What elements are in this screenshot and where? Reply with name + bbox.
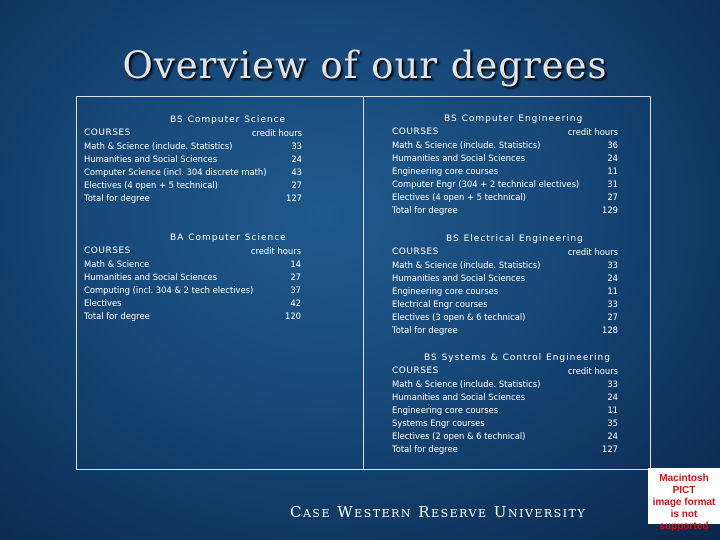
course-name: Computer Science (incl. 304 discrete math) — [84, 167, 267, 177]
course-name: Total for degree — [392, 205, 458, 215]
course-name: Electrical Engr courses — [392, 299, 488, 309]
course-name: Humanities and Social Sciences — [392, 153, 526, 163]
course-name: Electives (4 open + 5 technical) — [392, 192, 526, 202]
course-row — [392, 165, 618, 178]
course-name: Electives — [84, 298, 122, 308]
course-name: Math & Science — [84, 259, 150, 269]
course-rows — [392, 378, 618, 456]
course-name: Electives (4 open + 5 technical) — [84, 180, 218, 190]
courses-header: COURSES — [392, 127, 439, 137]
credit-hours: 129 — [602, 205, 618, 215]
degree-block-bs-ee — [392, 233, 618, 337]
course-row — [392, 391, 618, 404]
university-footer: Case Western Reserve University — [290, 503, 587, 521]
course-row — [84, 166, 302, 179]
credit-hours: 11 — [607, 405, 618, 415]
course-row — [392, 404, 618, 417]
course-row — [392, 378, 618, 391]
credit-hours: 27 — [290, 272, 301, 282]
credit-hours: 33 — [607, 379, 618, 389]
credit-hours: 128 — [602, 325, 618, 335]
slide-title: Overview of our degrees — [122, 44, 608, 87]
course-name: Math & Science (include. Statistics) — [392, 140, 541, 150]
credit-hours: 27 — [291, 180, 302, 190]
course-row — [84, 284, 301, 297]
course-name: Engineering core courses — [392, 286, 499, 296]
course-row — [84, 153, 302, 166]
degree-heading: BS Systems & Control Engineering — [424, 353, 611, 363]
course-row — [392, 430, 618, 443]
course-name: Math & Science (include. Statistics) — [84, 141, 233, 151]
course-name: Electives (2 open & 6 technical) — [392, 431, 526, 441]
course-name: Electives (3 open & 6 technical) — [392, 312, 526, 322]
course-name: Computer Engr (304 + 2 technical electives) — [392, 179, 580, 189]
course-name: Humanities and Social Sciences — [392, 392, 526, 402]
unsupported-image-placeholder — [648, 468, 720, 532]
course-row — [392, 204, 618, 217]
credit-hours: 24 — [607, 392, 618, 402]
courses-header: COURSES — [84, 246, 131, 256]
degree-block-ba-cs — [84, 232, 301, 323]
credit-hours: 120 — [285, 311, 301, 321]
credit-hours: 42 — [290, 298, 301, 308]
course-rows — [392, 139, 618, 217]
degree-heading: BS Computer Science — [170, 115, 287, 125]
credit-hours: 127 — [286, 193, 302, 203]
credit-hours: 33 — [291, 141, 302, 151]
credit-hours: 24 — [607, 273, 618, 283]
pict-notice-line: Macintosh PICT — [659, 473, 709, 496]
credit-hours: 24 — [291, 154, 302, 164]
courses-header: COURSES — [392, 366, 439, 376]
credits-header: credit hours — [251, 128, 302, 138]
course-rows — [84, 140, 302, 205]
credit-hours: 11 — [607, 286, 618, 296]
credit-hours: 37 — [290, 285, 301, 295]
course-row — [84, 179, 302, 192]
course-row — [84, 140, 302, 153]
courses-header: COURSES — [392, 247, 439, 257]
credit-hours: 24 — [607, 153, 618, 163]
course-name: Humanities and Social Sciences — [84, 272, 218, 282]
course-row — [392, 285, 618, 298]
course-row — [392, 178, 618, 191]
credits-header: credit hours — [250, 246, 301, 256]
course-row — [392, 139, 618, 152]
course-name: Math & Science (include. Statistics) — [392, 260, 541, 270]
credit-hours: 14 — [290, 259, 301, 269]
course-name: Math & Science (include. Statistics) — [392, 379, 541, 389]
course-row — [392, 311, 618, 324]
credit-hours: 35 — [607, 418, 618, 428]
degree-block-bs-cs — [84, 114, 302, 205]
course-row — [392, 259, 618, 272]
credits-header: credit hours — [567, 366, 618, 376]
credit-hours: 27 — [607, 192, 618, 202]
course-name: Engineering core courses — [392, 166, 499, 176]
course-name: Total for degree — [84, 193, 150, 203]
course-row — [392, 272, 618, 285]
credit-hours: 27 — [607, 312, 618, 322]
course-row — [84, 258, 301, 271]
degree-heading: BS Electrical Engineering — [446, 234, 584, 244]
column-header-row — [84, 127, 302, 140]
course-name: Computing (incl. 304 & 2 tech electives) — [84, 285, 254, 295]
course-row — [84, 310, 301, 323]
degree-block-bs-sc — [392, 352, 618, 456]
pict-notice-line: is not supported — [659, 509, 709, 532]
course-name: Systems Engr courses — [392, 418, 485, 428]
course-row — [392, 443, 618, 456]
credits-header: credit hours — [567, 127, 618, 137]
credit-hours: 36 — [607, 140, 618, 150]
column-divider — [363, 96, 364, 469]
course-name: Total for degree — [392, 325, 458, 335]
course-rows — [392, 259, 618, 337]
credit-hours: 43 — [291, 167, 302, 177]
credit-hours: 24 — [607, 431, 618, 441]
degree-heading: BS Computer Engineering — [444, 114, 584, 124]
course-name: Engineering core courses — [392, 405, 499, 415]
credits-header: credit hours — [567, 247, 618, 257]
course-row — [84, 192, 302, 205]
course-name: Humanities and Social Sciences — [392, 273, 526, 283]
credit-hours: 31 — [607, 179, 618, 189]
column-header-row — [392, 126, 618, 139]
course-rows — [84, 258, 301, 323]
course-row — [392, 417, 618, 430]
credit-hours: 33 — [607, 260, 618, 270]
degree-heading: BA Computer Science — [170, 233, 287, 243]
degree-block-bs-ce — [392, 113, 618, 217]
course-row — [392, 191, 618, 204]
column-header-row — [392, 246, 618, 259]
course-row — [392, 324, 618, 337]
course-row — [84, 271, 301, 284]
course-row — [84, 297, 301, 310]
course-name: Humanities and Social Sciences — [84, 154, 218, 164]
pict-notice-line: image format — [652, 497, 716, 508]
course-row — [392, 298, 618, 311]
credit-hours: 127 — [602, 444, 618, 454]
course-name: Total for degree — [392, 444, 458, 454]
credit-hours: 11 — [607, 166, 618, 176]
column-header-row — [84, 245, 301, 258]
course-row — [392, 152, 618, 165]
course-name: Total for degree — [84, 311, 150, 321]
column-header-row — [392, 365, 618, 378]
credit-hours: 33 — [607, 299, 618, 309]
courses-header: COURSES — [84, 128, 131, 138]
